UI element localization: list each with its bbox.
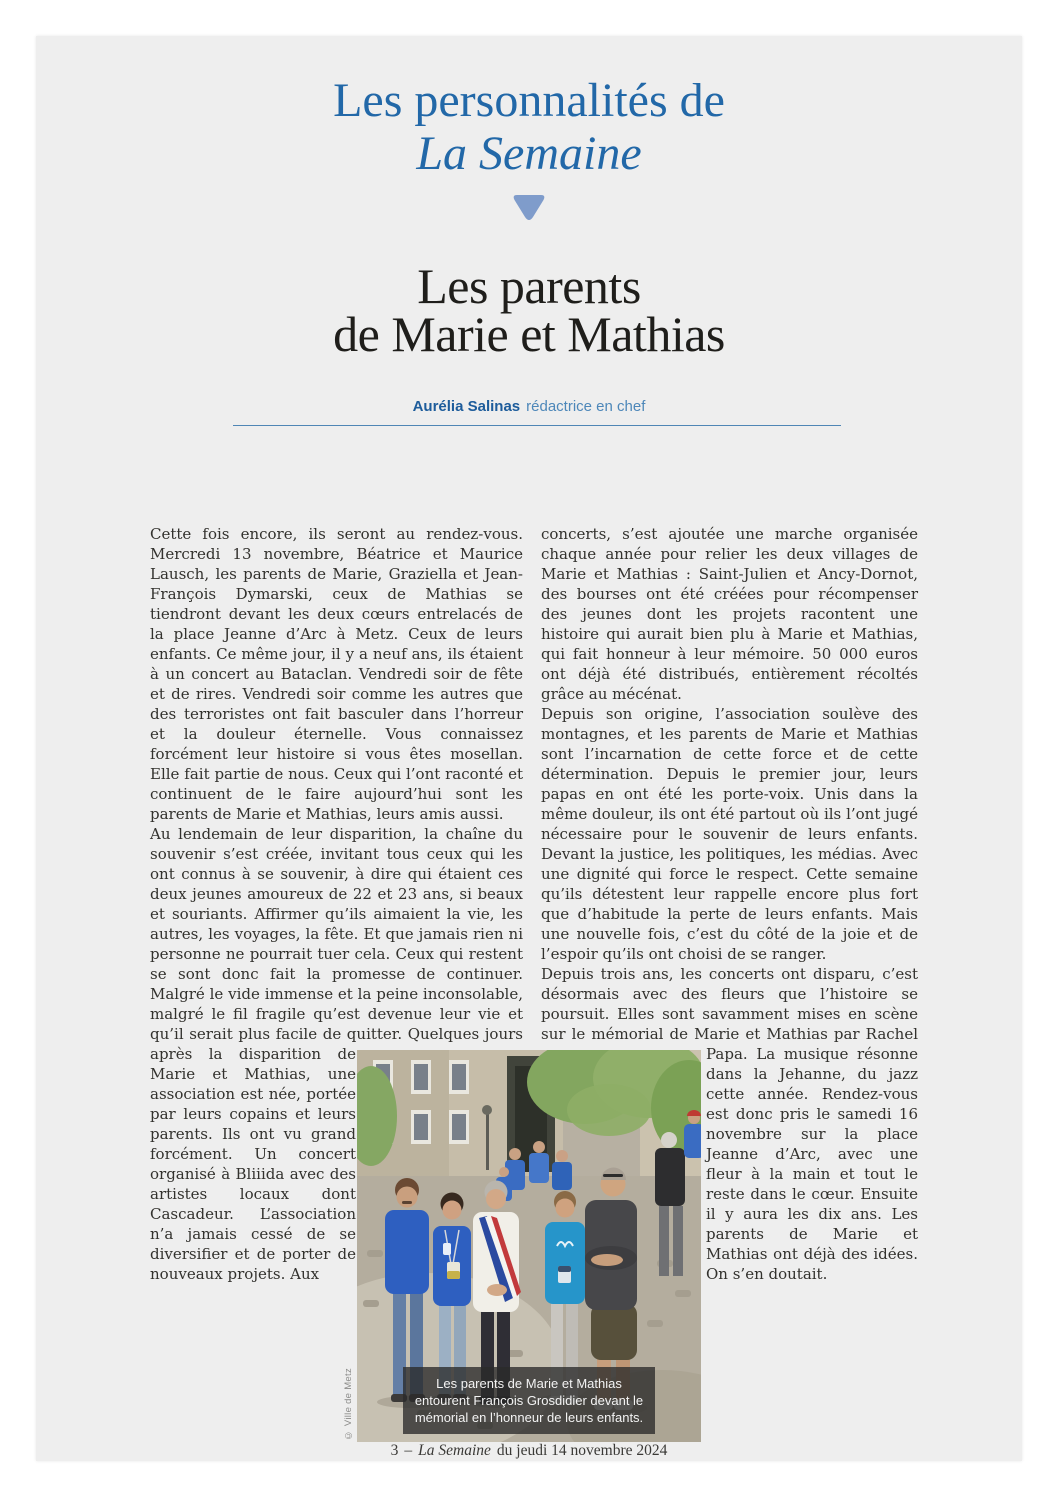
down-pointer-icon xyxy=(36,194,1022,221)
publication-name: La Semaine xyxy=(418,1442,491,1459)
byline-author: Aurélia Salinas xyxy=(412,398,521,415)
body-paragraph: Depuis trois ans, les concerts ont disparu, c’est désormais avec des fleurs que l’histoire se poursuit. Elles sont savamment mises en scène sur le mémorial de Marie et Mathias par Rachel Papa. La musique résonne dans la Jehanne, du jazz cette année. Rendez-vous est donc pris le samedi 16 novembre sur la place Jeanne d’Arc, avec une fleur à la main et tout le reste dans le cœur. Ensuite il y aura les dix ans. Les parents de Marie et Mathias ont déjà des idées. On s’en doutait. xyxy=(541,965,918,1283)
wrap-spacer xyxy=(523,524,524,1050)
body-paragraph: Depuis son origine, l’association soulève des montagnes, et les parents de Marie et Mathias sont l’incarnation de cette force et de cette détermination. Depuis le premier jour, leurs papas en ont été les porte-voix. Unis dans la même douleur, ils ont été partout où ils l’ont jugé nécessaire pour le souvenir de leurs enfants. Devant la justice, les politiques, les médias. Avec une dignité qui force le respect. Cette semaine qu’ils détestent leur rappelle encore plus fort que d’habitude la perte de leurs enfants. Mais une nouvelle fois, c’est du côté de la joie et de l’espoir qu’ils ont choisi de se ranger. xyxy=(541,705,918,963)
byline-rule xyxy=(233,425,841,426)
article-photo xyxy=(343,1050,701,1442)
article-sheet xyxy=(36,36,1022,1461)
section-title-line1: Les personnalités de xyxy=(333,74,725,127)
section-title-line2: La Semaine xyxy=(416,127,642,180)
article-title xyxy=(36,258,1022,362)
footer-date: du jeudi 14 novembre 2024 xyxy=(496,1442,668,1459)
byline xyxy=(36,398,1022,416)
byline-role: rédactrice en chef xyxy=(526,398,646,415)
article-title-line2: de Marie et Mathias xyxy=(333,306,725,362)
page-number: 3 xyxy=(390,1442,399,1459)
article-title-line1: Les parents xyxy=(417,258,641,314)
photo-credit: © Ville de Metz xyxy=(343,1367,354,1440)
photo-caption: Les parents de Marie et Mathias entourent François Grosdidier devant le mémorial en l’honneur de leurs enfants. xyxy=(403,1367,655,1434)
body-paragraph: Au lendemain de leur disparition, la chaîne du souvenir s’est créée, invitant tous ceux qui les ont connus à se souvenir, à dire qui étaient ces deux jeunes amoureux de 22 et 23 ans, si beaux et souriants. Affirmer qu’ils aimaient la vie, les autres, les voyages, la fête. Et que jamais rien ni personne ne pourrait tuer cela. Ceux qui restent se sont donc fait la promesse de continuer. Malgré le vide immense et la peine inconsolable, malgré le fil fragile qu’est devenue leur vie et qu’il serait plus facile de quitter. Quelques jours après la disparition de Marie et Mathias, une association est née, portée par leurs copains et leurs parents. Ils ont vu grand forcément. Un concert organisé à Bliiida avec des artistes locaux dont Cascadeur. L’association n’a jamais cessé de se diversifier et de porter de nouveaux projets. Aux xyxy=(150,825,523,1283)
section-header xyxy=(36,74,1022,221)
footer-separator: – xyxy=(404,1442,413,1459)
body-paragraph: Cette fois encore, ils seront au rendez-vous. Mercredi 13 novembre, Béatrice et Maurice Lausch, les parents de Marie, Graziella et Jean-François Dymarski, ceux de Mathias se tiendront devant les deux cœurs entrelacés de la place Jeanne d’Arc à Metz. Ceux de leurs enfants. Ce même jour, il y a neuf ans, ils étaient à un concert au Bataclan. Vendredi soir de fête et de rires. Vendredi soir comme les autres que des terroristes ont fait basculer dans l’horreur et la douleur éternelle. Vous connaissez forcément leur histoire si vous êtes mosellan. Elle fait partie de nous. Ceux qui l’ont raconté et continuent de le faire aujourd’hui sont les parents de Marie et Mathias, leurs amis aussi. xyxy=(150,525,523,823)
body-paragraph: concerts, s’est ajoutée une marche organisée chaque année pour relier les deux villages de Marie et Mathias : Saint-Julien et Ancy-Dornot, des bourses ont été créées pour récompenser des jeunes dont les projets racontent une histoire qui aurait bien plu à Marie et Mathias, qui fait honneur à leur mémoire. 50 000 euros ont déjà été distribués, entièrement récoltés grâce au mécénat. xyxy=(541,525,918,703)
page-footer xyxy=(36,1442,1022,1460)
